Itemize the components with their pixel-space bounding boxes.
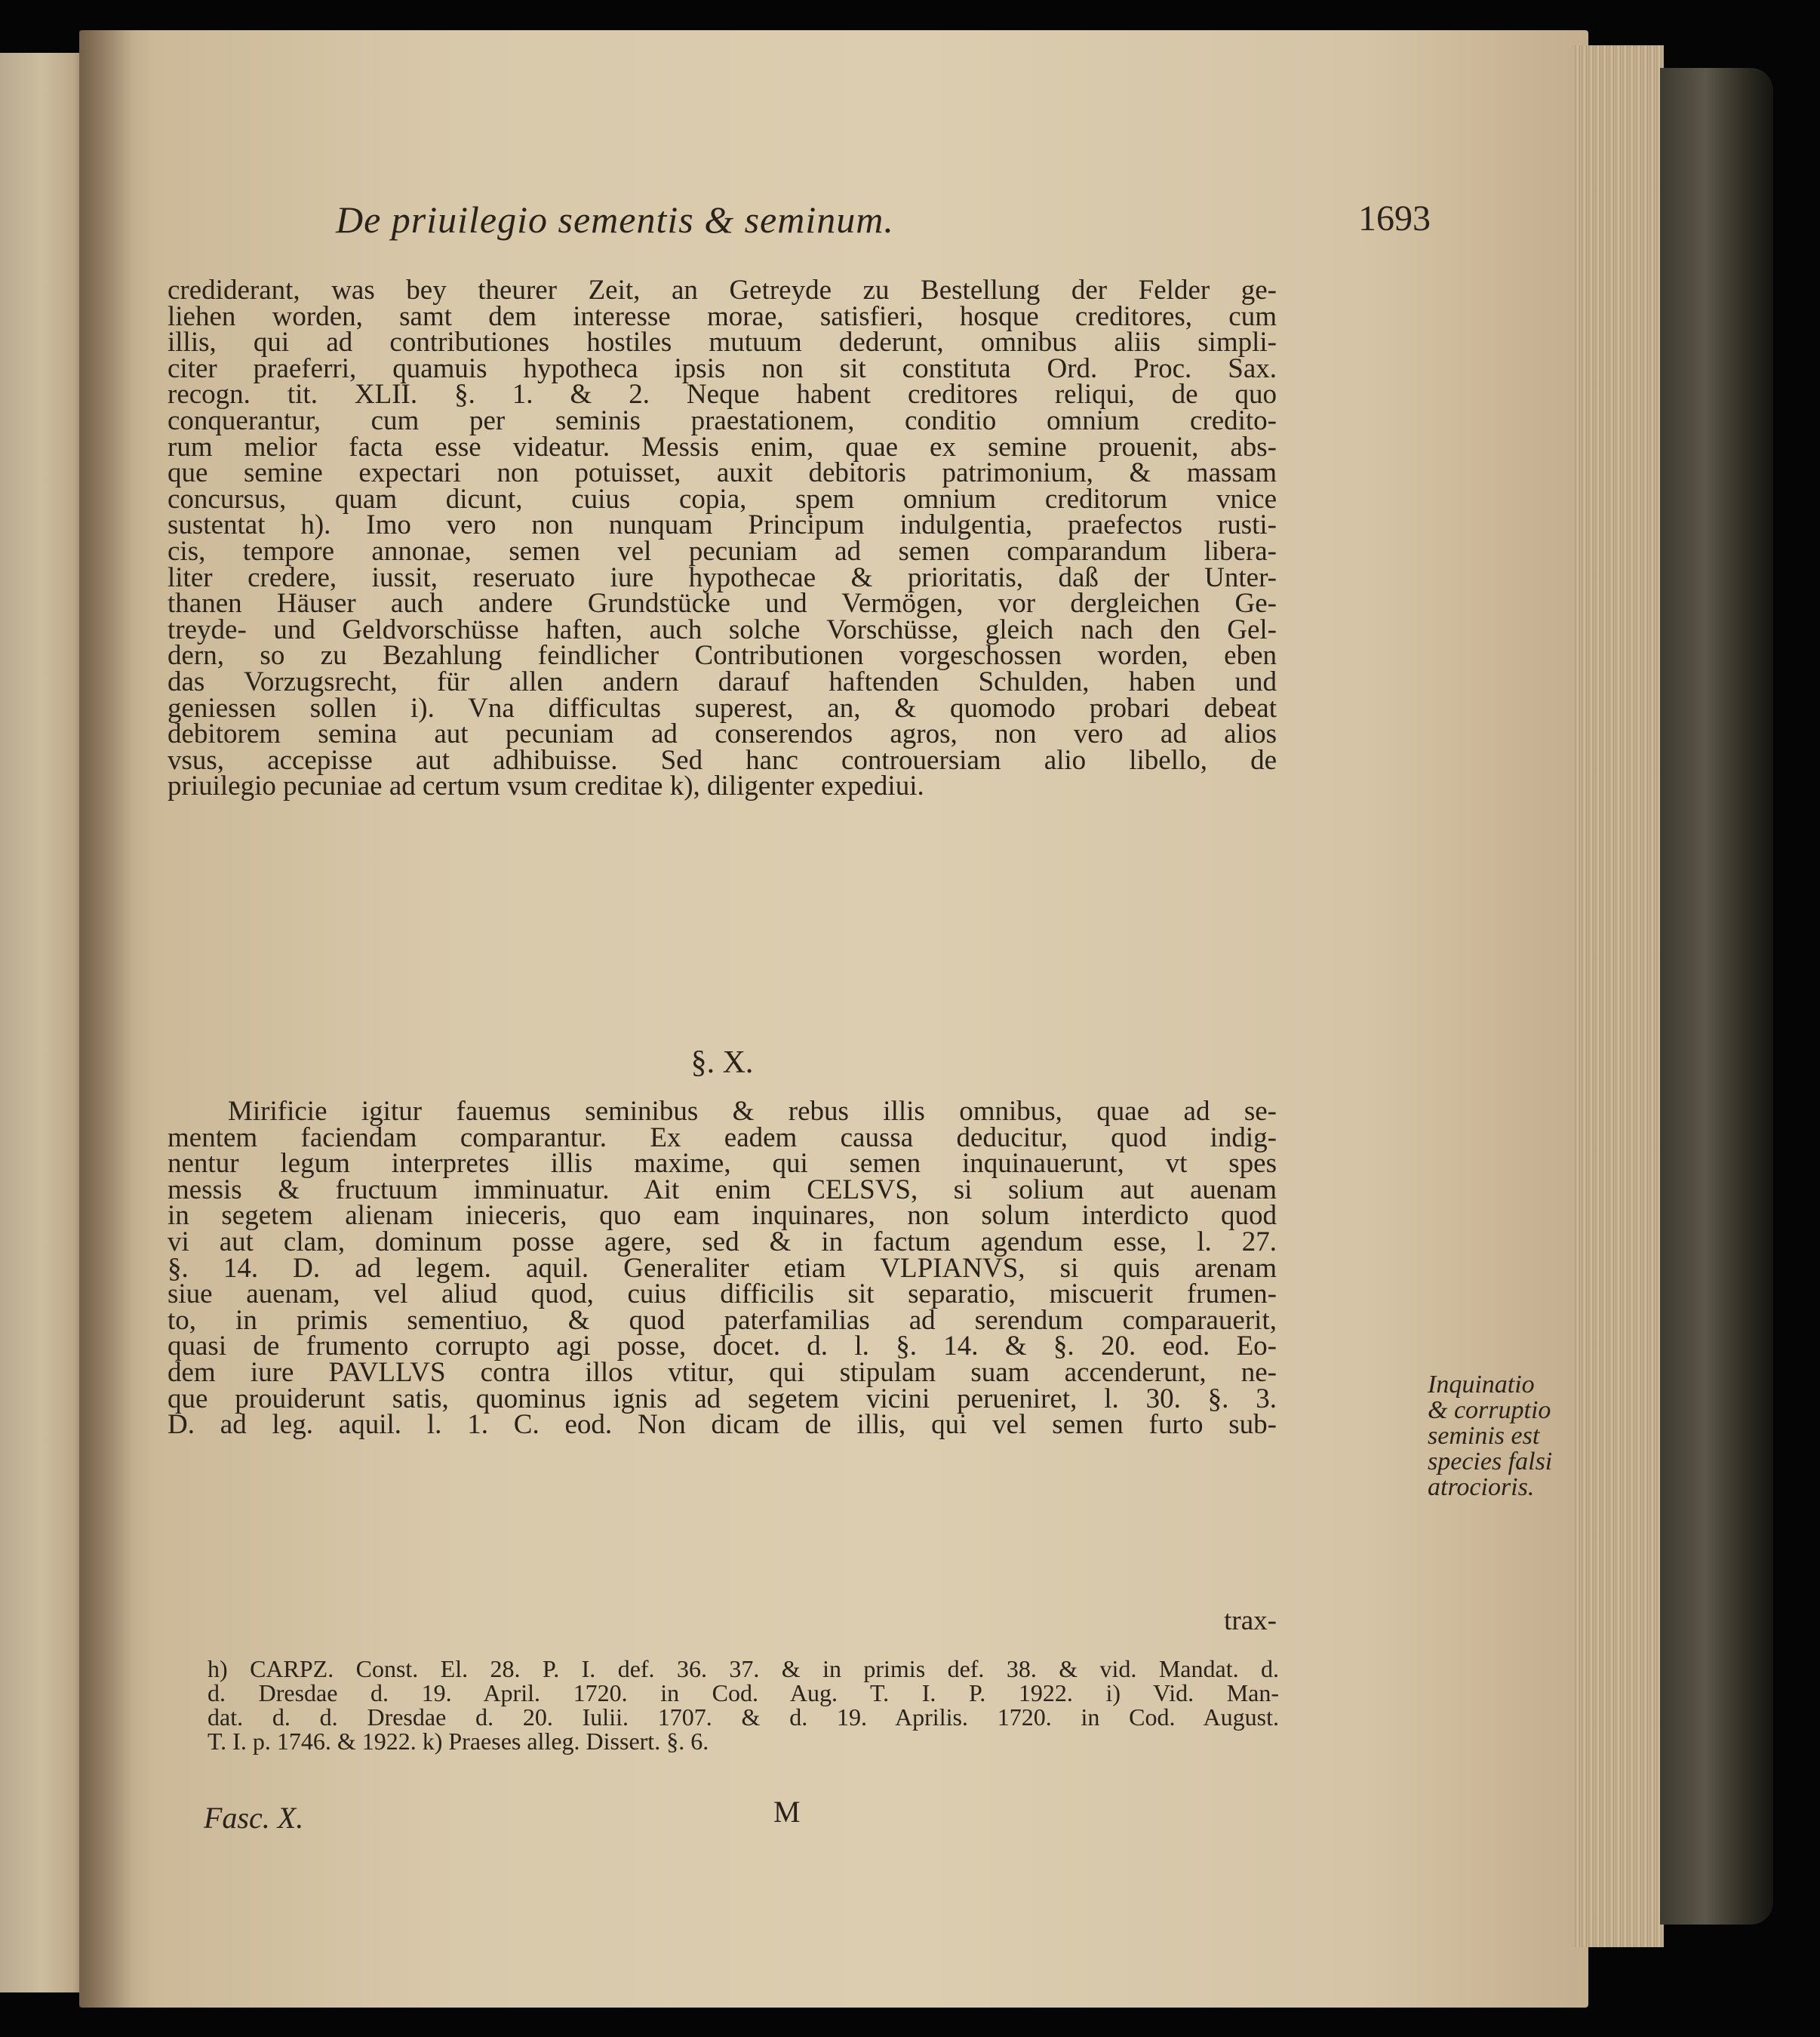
footnotes (208, 1657, 1279, 1753)
gutter-shadow (79, 30, 132, 2008)
footnote-line: dat. d. d. Dresdae d. 20. Iulii. 1707. & d. 19. Aprilis. 1720. in Cod. August. (208, 1703, 1279, 1731)
text-line: liter credere, iussit, reseruato iure hypothecae & prioritatis, daß der Unter- (168, 562, 1277, 593)
text-line: sustentat h). Imo vero non nunquam Principum indulgentia, praefectos rusti- (168, 509, 1277, 541)
facing-page-edge (0, 53, 91, 1992)
page-block-edges (1573, 45, 1664, 1947)
text-line: vi aut clam, dominum posse agere, sed & in factum agendum esse, l. 27. (168, 1226, 1277, 1257)
text-line: Mirificie igitur fauemus seminibus & rebus illis omnibus, quae ad se- (228, 1096, 1277, 1127)
marginal-note-line: seminis est (1428, 1422, 1540, 1450)
marginal-note-line: atrocioris. (1428, 1473, 1535, 1501)
text-line: das Vorzugsrecht, für allen andern darauf haftenden Schulden, haben und (168, 666, 1277, 697)
marginal-note (1428, 1372, 1601, 1500)
footnote-line: h) CARPZ. Const. El. 28. P. I. def. 36. 37. & in primis def. 38. & vid. Mandat. d. (208, 1655, 1279, 1682)
book-spine (1660, 68, 1773, 1925)
footnote-line: T. I. p. 1746. & 1922. k) Praeses alleg. Dissert. §. 6. (208, 1728, 709, 1755)
marginal-note-line: & corruptio (1428, 1396, 1551, 1424)
running-title: De priuilegio sementis & seminum. (336, 198, 894, 241)
text-line: illis, qui ad contributiones hostiles mutuum dederunt, omnibus aliis simpli- (168, 327, 1277, 358)
text-line: crediderant, was bey theurer Zeit, an Getreyde zu Bestellung der Felder ge- (168, 275, 1277, 306)
fascicle-mark: Fasc. X. (204, 1801, 304, 1835)
signature-mark: M (773, 1795, 801, 1829)
text-line: messis & fructuum imminuatur. Ait enim CELSVS, si solium aut auenam (168, 1174, 1277, 1205)
text-line: cis, tempore annonae, semen vel pecuniam ad semen comparandum libera- (168, 535, 1277, 567)
signature-line (204, 1795, 958, 1838)
text-line: to, in primis sementiuo, & quod paterfamilias ad serendum comparauerit, (168, 1304, 1277, 1336)
section-heading: §. X. (690, 1045, 754, 1080)
section-text-block (168, 1096, 1277, 1441)
text-line: quasi de frumento corrupto agi posse, docet. d. l. §. 14. & §. 20. eod. Eo- (168, 1331, 1277, 1362)
text-line: concursus, quam dicunt, cuius copia, spem omnium creditorum vnice (168, 483, 1277, 515)
footnote-line: d. Dresdae d. 19. April. 1720. in Cod. Aug. T. I. P. 1922. i) Vid. Man- (208, 1679, 1279, 1706)
text-line: in segetem alienam inieceris, quo eam inquinares, non solum interdicto quod (168, 1200, 1277, 1232)
text-line: thanen Häuser auch andere Grundstücke und Vermögen, vor dergleichen Ge- (168, 588, 1277, 620)
text-line: siue auenam, vel aliud quod, cuius difficilis sit separatio, miscuerit frumen- (168, 1279, 1277, 1310)
text-line: vsus, accepisse aut adhibuisse. Sed hanc controuersiam alio libello, de (168, 744, 1277, 776)
page-number: 1693 (1358, 198, 1431, 238)
text-line: liehen worden, samt dem interesse morae, satisfieri, hosque creditores, cum (168, 300, 1277, 332)
text-line: nentur legum interpretes illis maxime, qui semen inquinauerunt, vt spes (168, 1148, 1277, 1180)
text-line: geniessen sollen i). Vna difficultas superest, an, & quomodo probari debeat (168, 692, 1277, 724)
marginal-note-line: species falsi (1428, 1448, 1553, 1475)
text-line: D. ad leg. aquil. l. 1. C. eod. Non dicam de illis, qui vel semen furto sub- (168, 1409, 1277, 1441)
text-line: dern, so zu Bezahlung feindlicher Contributionen vorgeschossen worden, eben (168, 640, 1277, 672)
text-line: citer praeferri, quamuis hypotheca ipsis non sit constituta Ord. Proc. Sax. (168, 352, 1277, 384)
text-line: conquerantur, cum per seminis praestationem, conditio omnium credito- (168, 405, 1277, 436)
catchword: trax- (1224, 1605, 1277, 1636)
marginal-note-line: Inquinatio (1428, 1371, 1535, 1399)
text-line: §. 14. D. ad legem. aquil. Generaliter etiam VLPIANVS, si quis arenam (168, 1252, 1277, 1284)
text-line: que semine expectari non potuisset, auxit debitoris patrimonium, & massam (168, 457, 1277, 489)
page-header (336, 198, 1634, 258)
text-line: dem iure PAVLLVS contra illos vtitur, qui stipulam suam accenderunt, ne- (168, 1356, 1277, 1388)
text-line: rum melior facta esse videatur. Messis enim, quae ex semine prouenit, abs- (168, 431, 1277, 463)
text-line: que prouiderunt satis, quominus ignis ad segetem vicini perueniret, l. 30. §. 3. (168, 1383, 1277, 1414)
main-text-block (168, 275, 1553, 1636)
text-line: debitorem semina aut pecuniam ad conserendos agros, non vero ad alios (168, 718, 1277, 750)
text-line: priuilegio pecuniae ad certum vsum creditae k), diligenter expediui. (168, 771, 924, 802)
text-line: mentem faciendam comparantur. Ex eadem caussa deducitur, quod indig- (168, 1122, 1277, 1153)
text-line: recogn. tit. XLII. §. 1. & 2. Neque habent creditores reliqui, de quo (168, 379, 1277, 411)
text-line: treyde- und Geldvorschüsse haften, auch solche Vorschüsse, gleich nach den Gel- (168, 614, 1277, 645)
